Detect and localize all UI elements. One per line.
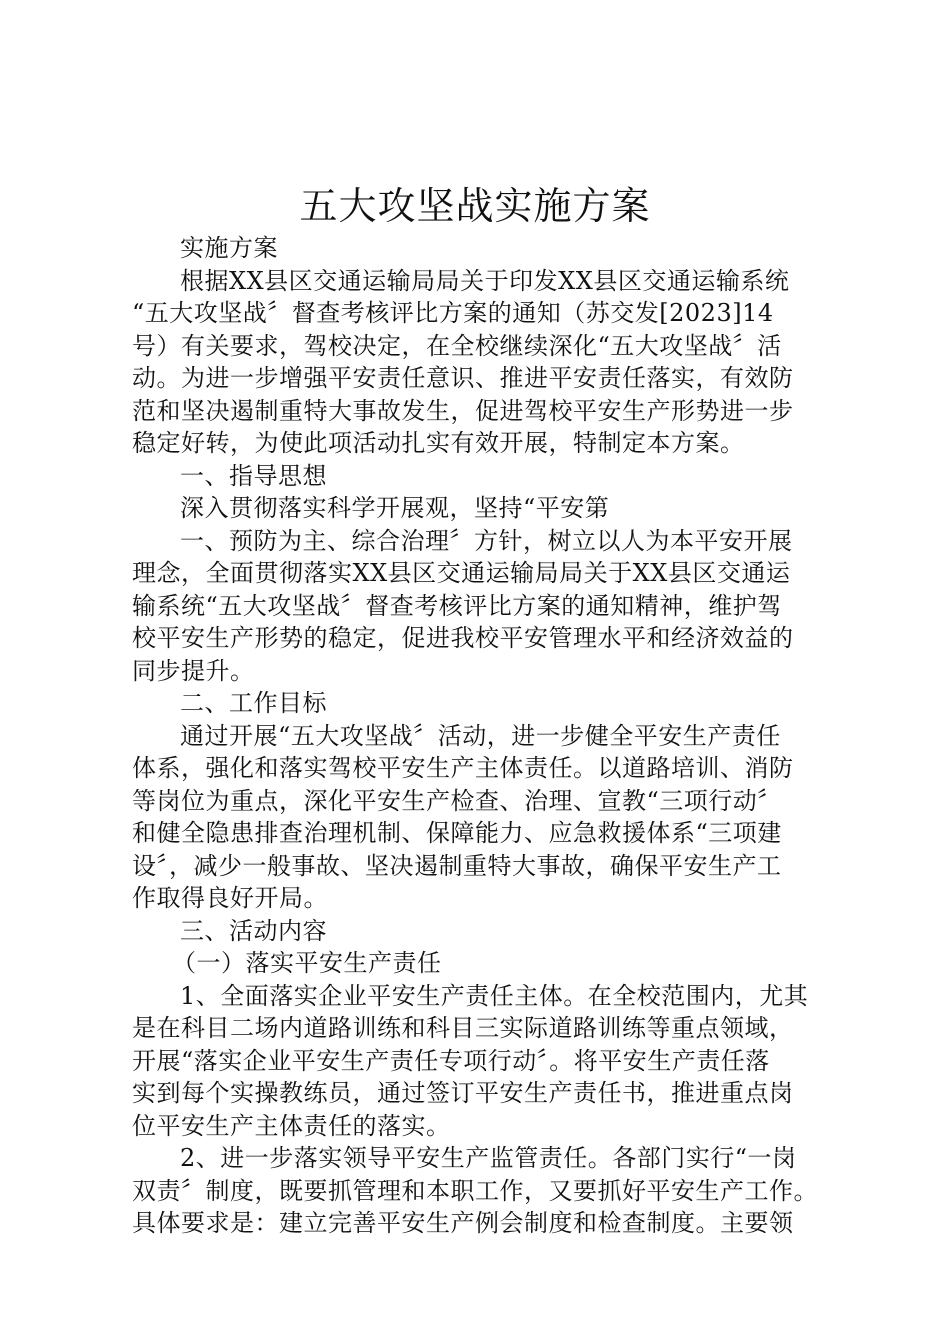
- text-line: 范和坚决遏制重特大事故发生，促进驾校平安生产形势进一步: [132, 396, 794, 425]
- text-line: 2、进一步落实领导平安生产监管责任。各部门实行“一岗: [180, 1144, 797, 1172]
- text-line: 设〞，减少一般事故、坚决遏制重特大事故，确保平安生产工: [132, 851, 782, 880]
- text-line: 理念，全面贯彻落实XX县区交通运输局局关于XX县区交通运: [132, 559, 791, 587]
- text-line: 和健全隐患排查治理机制、保障能力、应急救援体系“三项建: [132, 819, 782, 847]
- text-line: 三、活动内容: [180, 916, 327, 945]
- text-line: 动。为进一步增强平安责任意识、推进平安责任落实，有效防: [132, 364, 794, 392]
- text-line: 根据XX县区交通运输局局关于印发XX县区交通运输系统: [180, 266, 790, 295]
- document-body: [132, 232, 832, 1240]
- text-line: 同步提升。: [132, 656, 255, 685]
- text-line: 通过开展“五大攻坚战〞活动，进一步健全平安生产责任: [180, 721, 781, 750]
- text-line: 一、指导思想: [180, 461, 327, 490]
- text-line: 开展“落实企业平安生产责任专项行动〞。将平安生产责任落: [132, 1046, 770, 1075]
- text-line: 稳定好转，为使此项活动扎实有效开展，特制定本方案。: [132, 429, 745, 457]
- text-line: 是在科目二场内道路训练和科目三实际道路训练等重点领域，: [132, 1014, 794, 1042]
- text-line: 作取得良好开局。: [132, 884, 328, 912]
- text-line: 双责〞制度，既要抓管理和本职工作，又要抓好平安生产工作。: [132, 1176, 818, 1205]
- text-line: 校平安生产形势的稳定，促进我校平安管理水平和经济效益的: [132, 624, 794, 652]
- text-line: 具体要求是：建立完善平安生产例会制度和检查制度。主要领: [132, 1209, 794, 1237]
- text-line: 体系，强化和落实驾校平安生产主体责任。以道路培训、消防: [132, 754, 794, 782]
- text-line: 深入贯彻落实科学开展观，坚持“平安第: [180, 494, 610, 522]
- text-line: 1、全面落实企业平安生产责任主体。在全校范围内，尤其: [180, 981, 809, 1010]
- text-line: 二、工作目标: [180, 689, 327, 717]
- document-title: 五大攻坚战实施方案: [299, 184, 651, 228]
- text-line: （一）落实平安生产责任: [172, 949, 442, 977]
- text-line: 实到每个实操教练员，通过签订平安生产责任书，推进重点岗: [132, 1079, 794, 1107]
- text-line: “五大攻坚战〞督查考核评比方案的通知（苏交发[2023]14: [132, 299, 774, 327]
- text-line: 位平安生产主体责任的落实。: [132, 1111, 451, 1140]
- text-line: 一、预防为主、综合治理〞方针，树立以人为本平安开展: [180, 526, 793, 555]
- text-line: 输系统“五大攻坚战〞督查考核评比方案的通知精神，维护驾: [132, 591, 782, 620]
- text-line: 号）有关要求，驾校决定，在全校继续深化“五大攻坚战〞活: [132, 331, 782, 360]
- text-line: 等岗位为重点，深化平安生产检查、治理、宣教“三项行动〞: [132, 786, 782, 815]
- text-line: 实施方案: [180, 234, 278, 262]
